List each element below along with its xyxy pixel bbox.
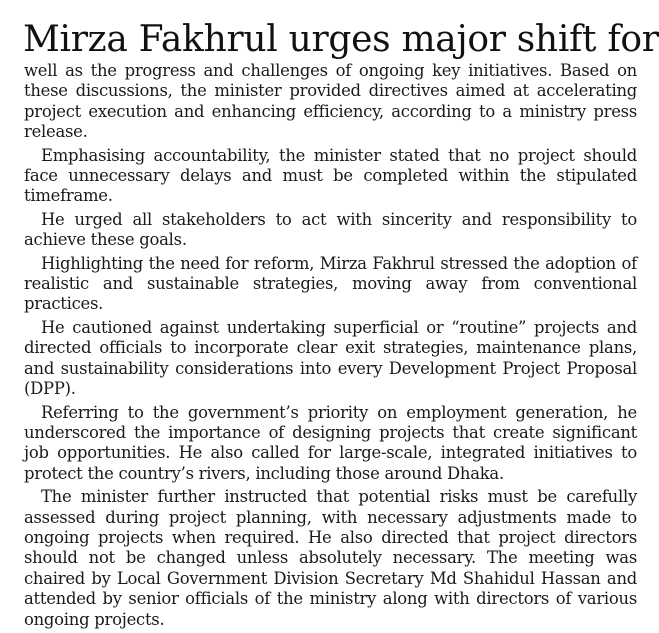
article-paragraph-1: well as the progress and challenges of ongoing key initiatives. Based on these discussions, the minister provided directives aimed at accelerating project execution and enhancing efficiency, according to a ministry press release. bbox=[24, 61, 637, 142]
article-paragraph-2: Emphasising accountability, the minister stated that no project should face unnecessary delays and must be completed within the stipulated timeframe. bbox=[24, 145, 637, 206]
article-paragraph-4: Highlighting the need for reform, Mirza Fakhrul stressed the adoption of realistic and sustainable strategies, moving away from conventional practices. bbox=[24, 253, 637, 314]
headline: Mirza Fakhrul urges major shift for bbox=[23, 19, 659, 60]
article-paragraph-7: The minister further instructed that potential risks must be carefully assessed during project planning, with necessary adjustments made to ongoing projects when required. He also directed that project directors should not be changed unless absolutely necessary. The meeting was chaired by Local Government Division Secretary Md Shahidul Hassan and attended by senior officials of the ministry along with directors of various ongoing projects. bbox=[24, 487, 637, 629]
article-paragraph-3: He urged all stakeholders to act with sincerity and responsibility to achieve these goals. bbox=[24, 209, 637, 250]
article-paragraph-6: Referring to the government’s priority on employment generation, he underscored the importance of designing projects that create significant job opportunities. He also called for large-scale, integrated initiatives to protect the country’s rivers, including those around Dhaka. bbox=[24, 402, 637, 483]
article-paragraph-5: He cautioned against undertaking superficial or “routine” projects and directed officials to incorporate clear exit strategies, maintenance plans, and sustainability considerations into every Development Project Proposal (DPP). bbox=[24, 317, 637, 399]
article-body bbox=[24, 61, 637, 633]
